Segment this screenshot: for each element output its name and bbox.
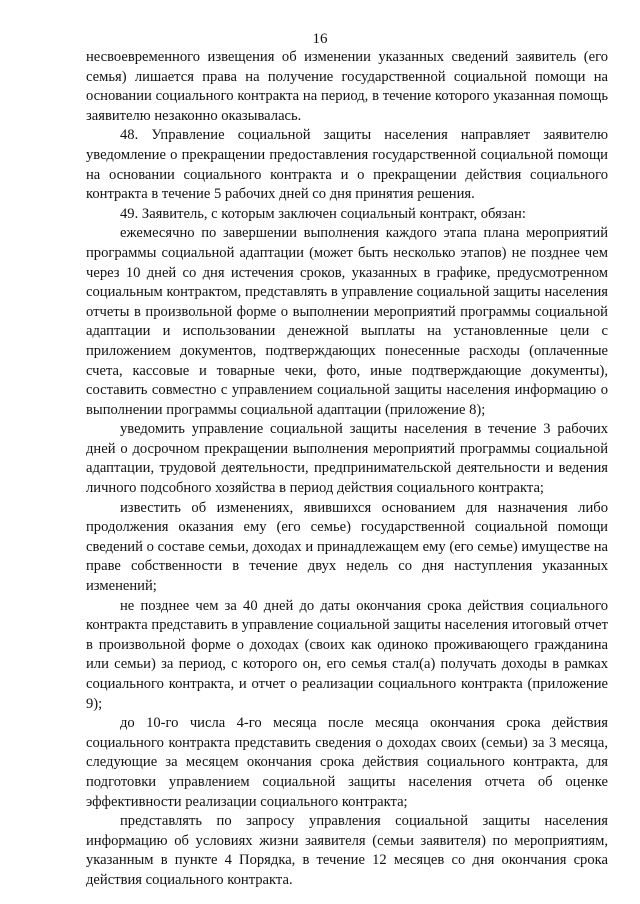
obligation-change-notification: известить об изменениях, явившихся основанием для назначения либо продолжения оказания ему (его семье) государственной социальной помощи сведений о составе семьи, доходах и принадлежащем ему (его семье) имуществе на праве собственности в течение двух недель со дня наступления указанных изменений; — [86, 499, 608, 595]
obligation-monthly-reports: ежемесячно по завершении выполнения каждого этапа плана мероприятий программы социальной адаптации (может быть несколько этапов) не позднее чем через 10 дней со дня истечения сроков, указанных в графике, предусмотренном социальным контрактом, представлять в управление социальной защиты населения отчеты в произвольной форме о выполнении мероприятий программы социальной адаптации и использовании денежной выплаты на установленные цели с приложением документов, подтверждающих понесенные расходы (оплаченные счета, кассовые и товарные чеки, фото, иные подтверждающие документы), составить совместно с управлением социальной защиты населения информацию о выполнении программы социальной адаптации (приложение 8); — [86, 225, 608, 418]
paragraph-48: 48. Управление социальной защиты населения направляет заявителю уведомление о прекращении предоставления государственной социальной помощи на основании социального контракта и о прекращении действия социального контракта в течение 5 рабочих дней со дня принятия решения. — [86, 127, 608, 203]
paragraph-49: 49. Заявитель, с которым заключен социальный контракт, обязан: — [120, 205, 526, 222]
document-body — [86, 48, 608, 891]
obligation-living-conditions-info: представлять по запросу управления социальной защиты населения информацию об условиях жизни заявителя (семьи заявителя) по мероприятиям, указанным в пункте 4 Порядка, в течение 12 месяцев со дня окончания срока действия социального контракта. — [86, 813, 608, 888]
obligation-income-information: до 10-го числа 4-го месяца после месяца окончания срока действия социального контракта представить сведения о доходах своих (семьи) за 3 месяца, следующие за месяцем окончания срока действия социального контракта, для подготовки управлением социальной защиты населения отчета об оценке эффективности реализации социального контракта; — [86, 715, 608, 810]
paragraph-continuation: несвоевременного извещения об изменении указанных сведений заявитель (его семья) лишается права на получение государственной социальной помощи на основании социального контракта на период, в течение которого указанная помощь заявителю незаконно оказывалась. — [86, 49, 608, 124]
page-number: 16 — [312, 31, 328, 47]
obligation-early-termination-notice: уведомить управление социальной защиты населения в течение 3 рабочих дней о досрочном прекращении выполнения мероприятий программы социальной адаптации, трудовой деятельности, предпринимательской деятельности и ведения личного подсобного хозяйства в период действия социального контракта; — [86, 421, 608, 497]
obligation-final-report: не позднее чем за 40 дней до даты окончания срока действия социального контракта представить в управление социальной защиты населения итоговый отчет в произвольной форме о доходах (своих как одиноко проживающего гражданина или семьи) за период, с которого он, его семья стал(а) получать доходы в рамках социального контракта, и отчет о реализации социального контракта (приложение 9); — [86, 597, 608, 712]
